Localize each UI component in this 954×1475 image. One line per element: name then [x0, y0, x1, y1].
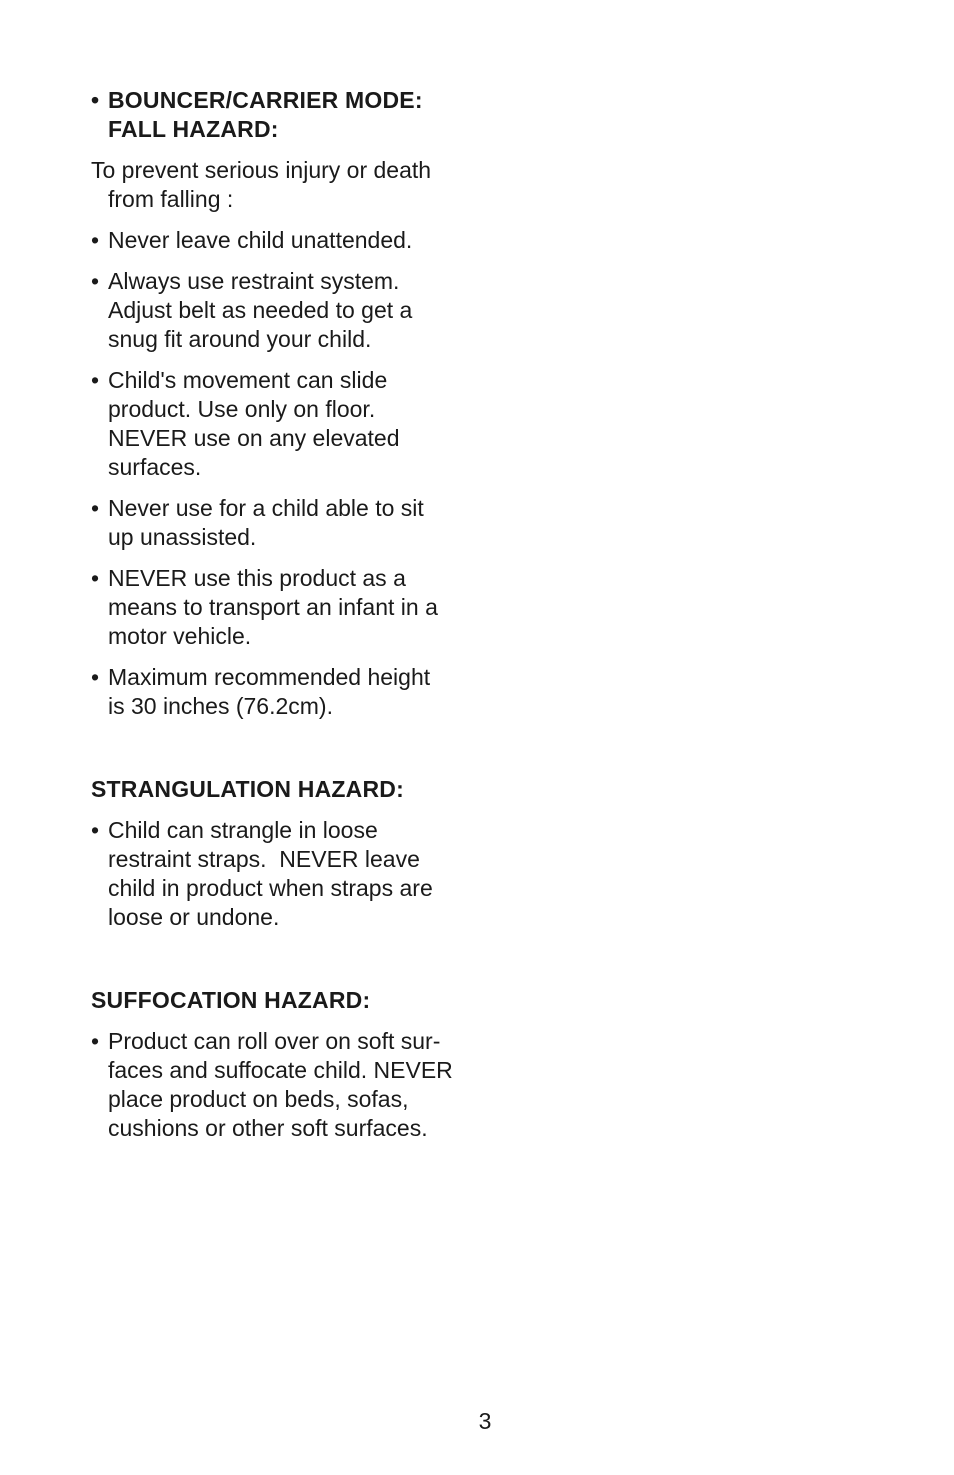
- strangulation-line2: restraint straps. NEVER leave: [108, 846, 420, 872]
- mode-heading-line1: BOUNCER/CARRIER MODE:: [108, 87, 423, 113]
- fall-intro: [91, 156, 471, 214]
- bullet-icon: •: [91, 817, 100, 843]
- fall-item-6: [91, 663, 471, 721]
- fall-item-3-line4: surfaces.: [108, 454, 202, 480]
- warning-column: [91, 86, 471, 1155]
- fall-item-6-line2: is 30 inches (76.2cm).: [108, 693, 333, 719]
- section-spacer: [91, 733, 471, 775]
- section-spacer: [91, 944, 471, 986]
- bullet-icon: •: [91, 495, 100, 521]
- mode-heading-line2: FALL HAZARD:: [108, 116, 279, 142]
- strangulation-item: [91, 816, 471, 932]
- fall-item-3-line3: NEVER use on any elevated: [108, 425, 400, 451]
- suffocation-line3: place product on beds, sofas,: [108, 1086, 409, 1112]
- fall-item-3-line2: product. Use only on floor.: [108, 396, 376, 422]
- bullet-icon: •: [91, 87, 100, 113]
- fall-item-2-line3: snug fit around your child.: [108, 326, 372, 352]
- strangulation-line1: Child can strangle in loose: [108, 817, 378, 843]
- suffocation-line4: cushions or other soft surfaces.: [108, 1115, 428, 1141]
- fall-item-5: [91, 564, 471, 651]
- fall-item-2-line2: Adjust belt as needed to get a: [108, 297, 413, 323]
- fall-item-6-line1: Maximum recommended height: [108, 664, 431, 690]
- fall-item-4-line2: up unassisted.: [108, 524, 257, 550]
- suffocation-item: [91, 1027, 471, 1143]
- bullet-icon: •: [91, 367, 100, 393]
- bullet-icon: •: [91, 1028, 100, 1054]
- bullet-icon: •: [91, 268, 100, 294]
- fall-item-5-line2: means to transport an infant in a: [108, 594, 438, 620]
- fall-item-5-line1: NEVER use this product as a: [108, 565, 406, 591]
- strangulation-line3: child in product when straps are: [108, 875, 433, 901]
- fall-item-4: [91, 494, 471, 552]
- strangulation-heading: STRANGULATION HAZARD:: [91, 776, 404, 802]
- bullet-icon: •: [91, 565, 100, 591]
- fall-intro-line2: from falling :: [108, 186, 234, 212]
- fall-item-2: [91, 267, 471, 354]
- strangulation-line4: loose or undone.: [108, 904, 280, 930]
- fall-item-2-line1: Always use restraint system.: [108, 268, 400, 294]
- fall-item-1-line1: Never leave child unattended.: [108, 227, 413, 253]
- fall-item-1: [91, 226, 471, 255]
- fall-item-5-line3: motor vehicle.: [108, 623, 252, 649]
- fall-item-3: [91, 366, 471, 482]
- page-number: 3: [478, 1408, 492, 1434]
- fall-item-4-line1: Never use for a child able to sit: [108, 495, 424, 521]
- fall-intro-line1: To prevent serious injury or death: [91, 157, 432, 183]
- mode-heading: [91, 86, 471, 144]
- bullet-icon: •: [91, 664, 100, 690]
- suffocation-heading: SUFFOCATION HAZARD:: [91, 987, 371, 1013]
- suffocation-line1: Product can roll over on soft sur-: [108, 1028, 441, 1054]
- fall-item-3-line1: Child's movement can slide: [108, 367, 388, 393]
- bullet-icon: •: [91, 227, 100, 253]
- suffocation-line2: faces and suffocate child. NEVER: [108, 1057, 453, 1083]
